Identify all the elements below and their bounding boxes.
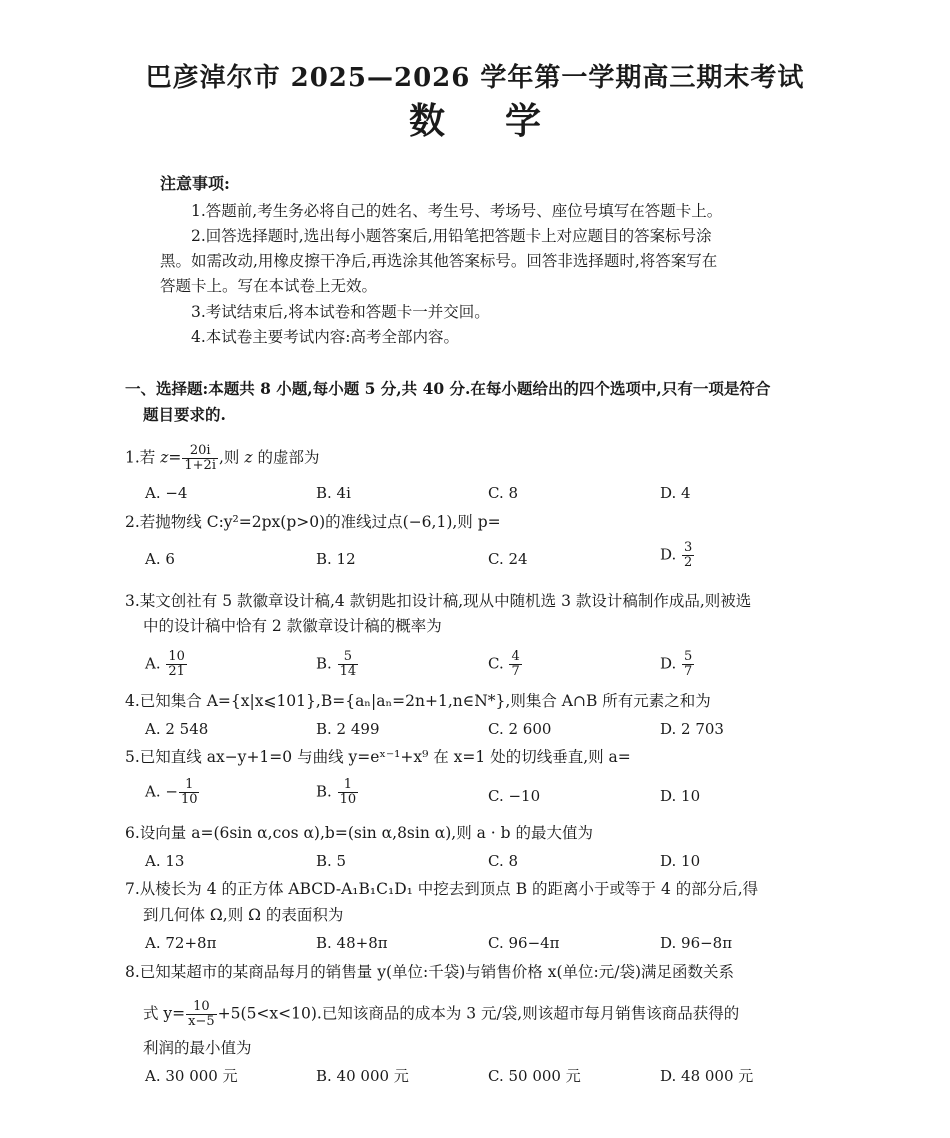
q2-option-b: B. 12 — [316, 550, 356, 568]
notice-item-3: 3.考试结束后,将本试卷和答题卡一并交回。 — [191, 303, 490, 321]
q1-fraction — [182, 444, 218, 473]
subject-title: 数学 — [408, 100, 601, 142]
q8-option-d: D. 48 000 元 — [660, 1067, 754, 1085]
question-6: 6.设向量 a=(6sin α,cos α),b=(sin α,8sin α),则 a · b 的最大值为 — [125, 824, 593, 842]
q5-b-label: B. — [316, 782, 337, 801]
q8-denominator: x−5 — [188, 1014, 215, 1029]
q2-d-denominator: 2 — [684, 555, 693, 570]
q3-d-numerator: 5 — [684, 649, 693, 664]
q6-option-b: B. 5 — [316, 852, 347, 870]
q7-option-a: A. 72+8π — [145, 934, 217, 952]
q3-b-fraction — [338, 650, 359, 679]
q1-numerator: 20i — [182, 444, 218, 459]
q7-option-d: D. 96−8π — [660, 934, 733, 952]
q7-option-c: C. 96−4π — [488, 934, 560, 952]
q3-d-label: D. — [660, 654, 682, 673]
q3-c-denominator: 7 — [511, 664, 520, 679]
q4-option-a: A. 2 548 — [145, 720, 209, 738]
q8-option-a: A. 30 000 元 — [145, 1067, 238, 1085]
question-2: 2.若抛物线 C:y²=2px(p>0)的准线过点(−6,1),则 p= — [125, 513, 501, 531]
q1-prefix: 1.若 — [125, 448, 161, 467]
section-heading-line-2: 题目要求的. — [143, 405, 226, 424]
q3-option-c — [488, 650, 523, 679]
notice-item-4: 4.本试卷主要考试内容:高考全部内容。 — [191, 328, 460, 346]
q5-b-denominator: 10 — [339, 792, 357, 807]
q1-var-2: z — [244, 448, 253, 467]
q6-option-d: D. 10 — [660, 852, 701, 870]
q8-formula-post: +5(5<x<10).已知该商品的成本为 3 元/袋,则该超市每月销售该商品获得的 — [217, 1004, 740, 1023]
q2-option-c: C. 24 — [488, 550, 528, 568]
notice-item-2-line-1: 2.回答选择题时,选出每小题答案后,用铅笔把答题卡上对应题目的答案标号涂 — [191, 227, 712, 245]
q4-option-c: C. 2 600 — [488, 720, 552, 738]
q3-a-denominator: 21 — [168, 664, 185, 679]
q2-d-label: D. — [660, 545, 682, 564]
section-heading-line-1: 一、选择题:本题共 8 小题,每小题 5 分,共 40 分.在每小题给出的四个选项中,只有一项是符合 — [125, 379, 771, 398]
q1-option-d: D. 4 — [660, 484, 691, 502]
q5-a-numerator: 1 — [179, 778, 200, 793]
exam-title: 巴彦淖尔市 2025—2026 学年第一学期高三期末考试 — [145, 63, 805, 93]
q3-b-denominator: 14 — [339, 664, 357, 679]
q3-d-denominator: 7 — [684, 664, 693, 679]
notice-heading: 注意事项: — [160, 174, 230, 193]
q1-denominator: 1+2i — [184, 458, 216, 473]
q5-a-denominator: 10 — [180, 792, 198, 807]
question-8-line-1: 8.已知某超市的某商品每月的销售量 y(单位:千袋)与销售价格 x(单位:元/袋)满足函数关系 — [125, 963, 734, 981]
q1-tail: 的虚部为 — [252, 448, 320, 467]
question-1 — [125, 444, 319, 473]
question-7-line-1: 7.从棱长为 4 的正方体 ABCD-A₁B₁C₁D₁ 中挖去到顶点 B 的距离小于或等于 4 的部分后,得 — [125, 880, 759, 898]
q1-equals: = — [168, 448, 182, 467]
q3-option-a — [145, 650, 188, 679]
q4-option-d: D. 2 703 — [660, 720, 724, 738]
q3-a-numerator: 10 — [168, 649, 185, 664]
q3-c-fraction — [509, 650, 521, 679]
q3-a-label: A. — [145, 654, 166, 673]
q8-numerator: 10 — [186, 1000, 217, 1015]
question-8-line-2 — [143, 1000, 739, 1029]
q8-option-b: B. 40 000 元 — [316, 1067, 409, 1085]
q5-b-numerator: 1 — [338, 778, 359, 793]
notice-item-1: 1.答题前,考生务必将自己的姓名、考生号、考场号、座位号填写在答题卡上。 — [191, 202, 723, 220]
q5-a-fraction — [179, 778, 200, 807]
q1-option-c: C. 8 — [488, 484, 519, 502]
q2-option-d — [660, 541, 695, 570]
q5-option-c: C. −10 — [488, 787, 541, 805]
q1-option-b: B. 4i — [316, 484, 351, 502]
q3-option-b — [316, 650, 359, 679]
q3-b-label: B. — [316, 654, 337, 673]
q5-b-fraction — [338, 778, 359, 807]
q3-c-label: C. — [488, 654, 509, 673]
question-8-line-3: 利润的最小值为 — [143, 1039, 252, 1057]
q2-option-a: A. 6 — [145, 550, 175, 568]
question-5: 5.已知直线 ax−y+1=0 与曲线 y=eˣ⁻¹+x⁹ 在 x=1 处的切线垂直,则 a= — [125, 748, 631, 766]
q5-option-d: D. 10 — [660, 787, 701, 805]
q7-option-b: B. 48+8π — [316, 934, 388, 952]
q4-option-b: B. 2 499 — [316, 720, 380, 738]
q2-d-fraction — [682, 541, 694, 570]
q5-option-b — [316, 778, 359, 807]
q5-a-label: A. − — [145, 782, 178, 801]
question-7-line-2: 到几何体 Ω,则 Ω 的表面积为 — [143, 906, 344, 924]
notice-item-2-line-2: 黑。如需改动,用橡皮擦干净后,再选涂其他答案标号。回答非选择题时,将答案写在 — [160, 252, 718, 270]
notice-item-2-line-3: 答题卡上。写在本试卷上无效。 — [160, 277, 378, 295]
q1-option-a: A. −4 — [145, 484, 188, 502]
question-3-line-1: 3.某文创社有 5 款徽章设计稿,4 款钥匙扣设计稿,现从中随机选 3 款设计稿制作成品,则被选 — [125, 592, 752, 610]
q3-d-fraction — [682, 650, 694, 679]
q2-d-numerator: 3 — [684, 540, 693, 555]
q6-option-a: A. 13 — [145, 852, 185, 870]
q8-fraction — [186, 1000, 217, 1029]
q5-option-a — [145, 778, 200, 807]
q8-formula-prefix: 式 y= — [143, 1004, 186, 1023]
q1-var: z — [160, 448, 169, 467]
q3-c-numerator: 4 — [511, 649, 520, 664]
q3-a-fraction — [166, 650, 187, 679]
q6-option-c: C. 8 — [488, 852, 519, 870]
q3-b-numerator: 5 — [338, 650, 359, 665]
q8-option-c: C. 50 000 元 — [488, 1067, 581, 1085]
q1-post: ,则 — [218, 448, 245, 467]
question-4: 4.已知集合 A={x|x⩽101},B={aₙ|aₙ=2n+1,n∈N*},则集合 A∩B 所有元素之和为 — [125, 692, 711, 710]
q3-option-d — [660, 650, 695, 679]
question-3-line-2: 中的设计稿中恰有 2 款徽章设计稿的概率为 — [143, 617, 442, 635]
